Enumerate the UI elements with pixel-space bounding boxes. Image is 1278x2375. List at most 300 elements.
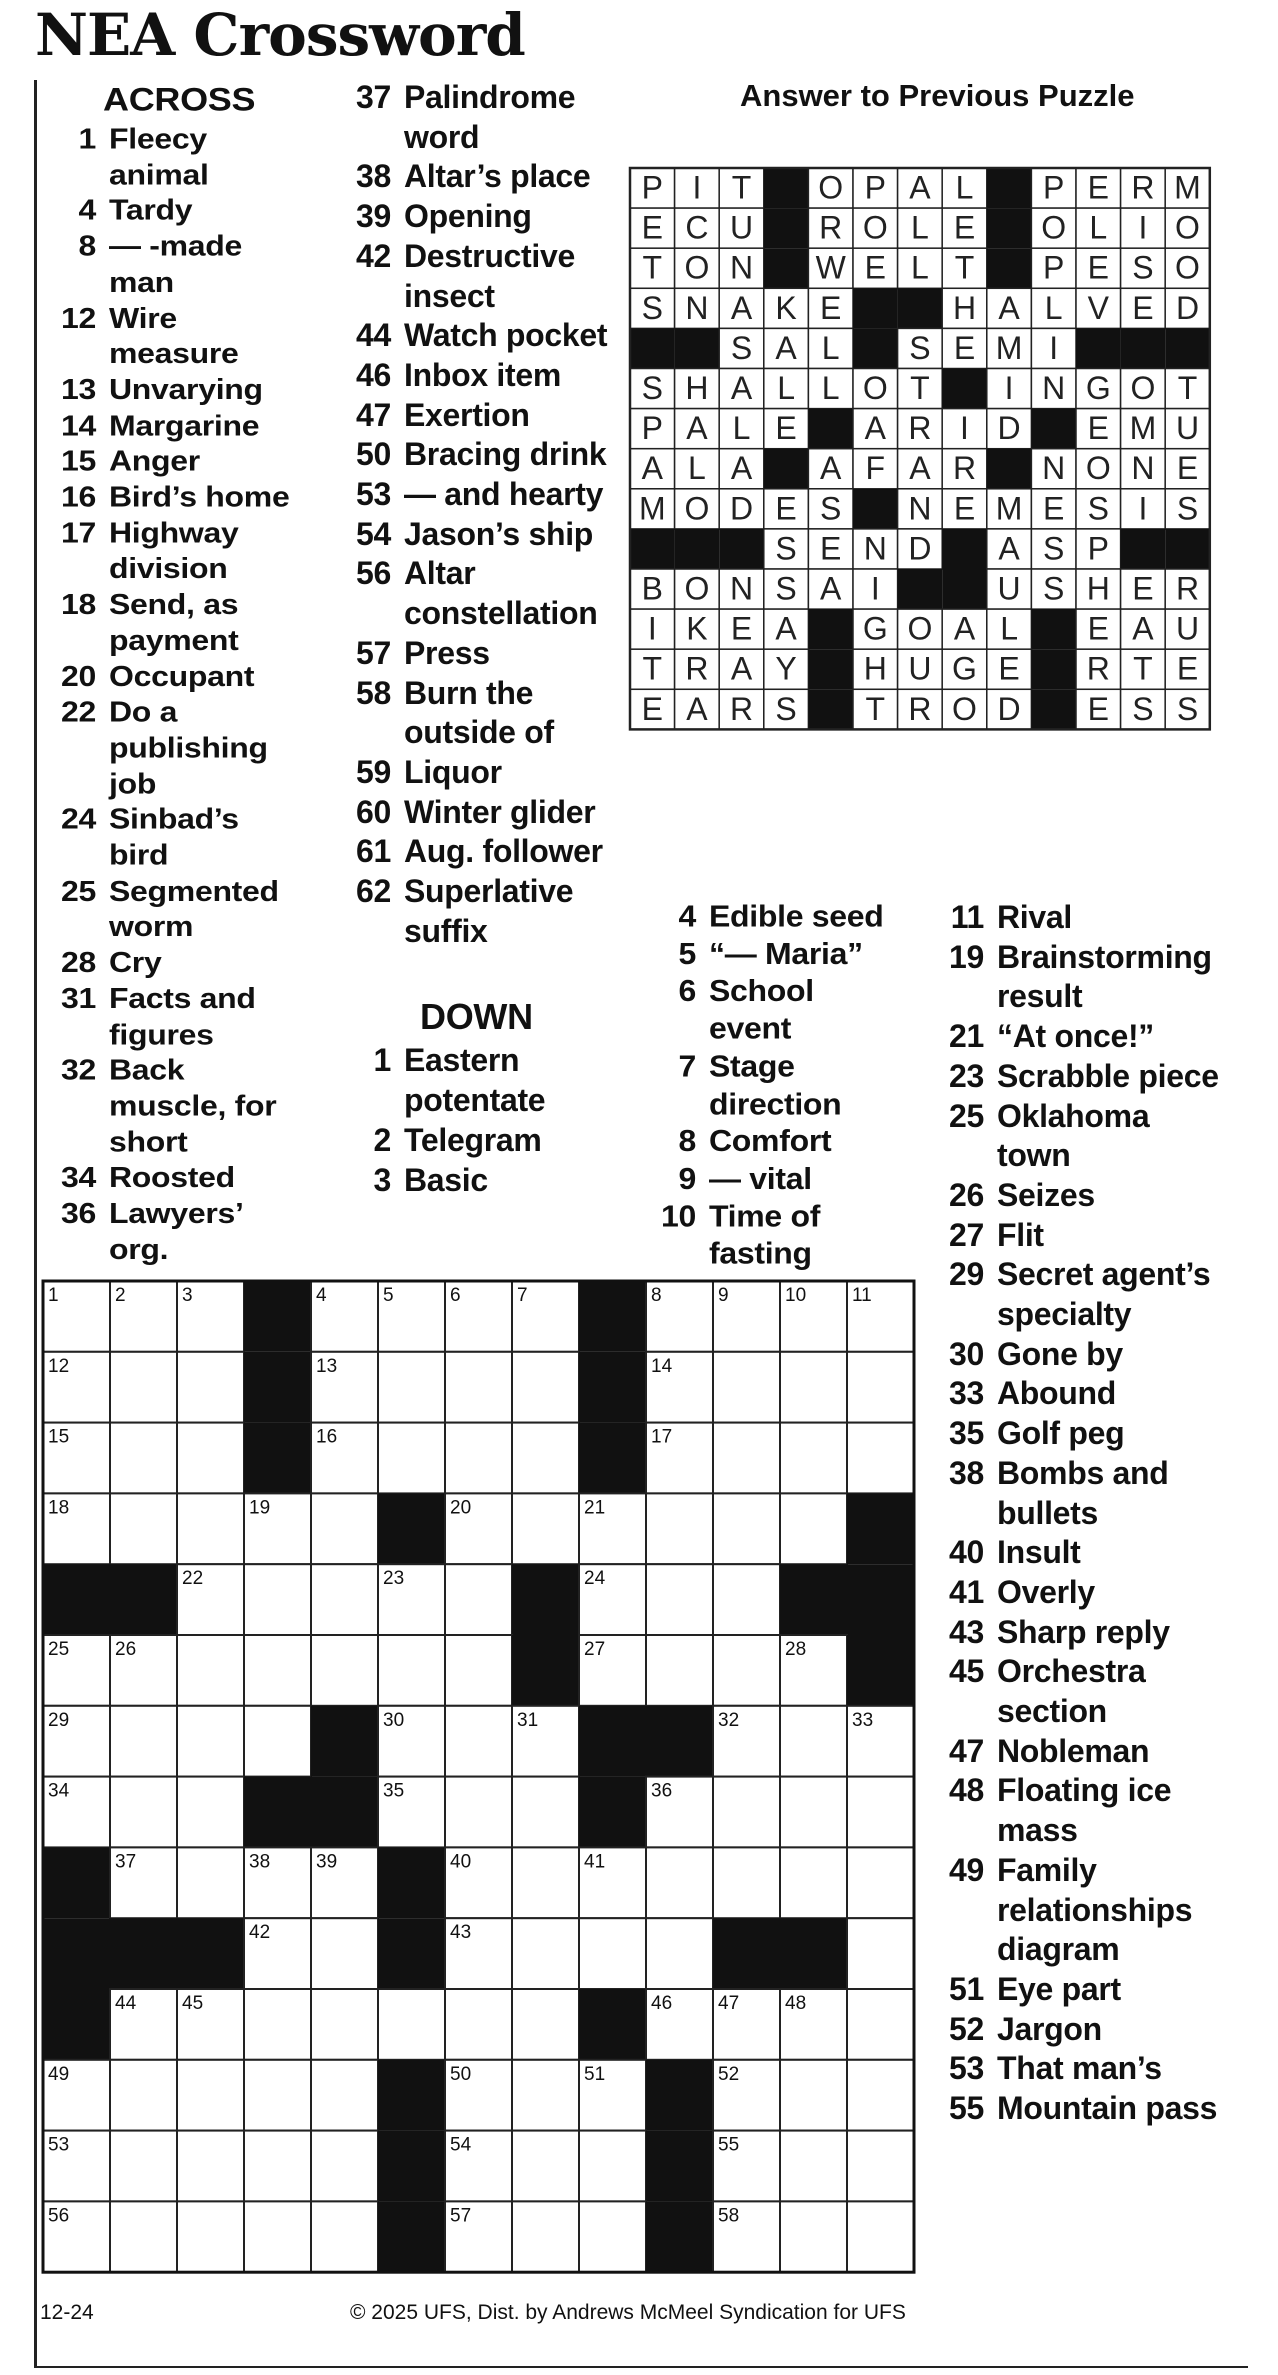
grid-cell[interactable] — [780, 1423, 847, 1494]
answer-letter: S — [1132, 249, 1154, 286]
answer-letter: O — [1175, 249, 1200, 286]
across-clue — [335, 753, 615, 793]
grid-cell[interactable] — [780, 2201, 847, 2272]
clue-number: 56 — [356, 555, 391, 592]
grid-cell[interactable] — [713, 1847, 780, 1918]
clue-text: Wire measure — [109, 301, 239, 370]
cell-number: 43 — [450, 1922, 472, 1944]
grid-cell[interactable] — [378, 1989, 445, 2060]
clue-number: 27 — [949, 1216, 984, 1253]
grid-cell[interactable] — [378, 1423, 445, 1494]
answer-letter: I — [870, 570, 880, 607]
grid-cell[interactable] — [512, 1777, 579, 1848]
answer-black-square — [1031, 689, 1076, 729]
black-square — [579, 1706, 646, 1777]
clue-number: 55 — [949, 2090, 984, 2127]
answer-black-square — [764, 168, 809, 208]
grid-cell[interactable] — [244, 1635, 311, 1706]
grid-cell[interactable] — [311, 1564, 378, 1635]
answer-letter: R — [952, 450, 977, 487]
down-clue — [928, 2049, 1223, 2089]
cell-number: 9 — [718, 1285, 729, 1306]
clue-number: 26 — [949, 1176, 984, 1213]
black-square — [713, 1918, 780, 1989]
grid-cell[interactable] — [311, 1635, 378, 1706]
clue-number: 46 — [356, 356, 391, 393]
answer-black-square — [898, 569, 943, 609]
clue-text: — -made man — [109, 229, 243, 298]
answer-letter: R — [819, 209, 843, 246]
black-square — [579, 1989, 646, 2060]
black-square — [579, 1777, 646, 1848]
black-square — [646, 1706, 713, 1777]
grid-cell[interactable] — [110, 2131, 177, 2202]
answer-letter: I — [1138, 490, 1148, 527]
answer-letter: G — [862, 610, 888, 647]
answer-letter: G — [952, 650, 977, 687]
grid-cell[interactable] — [713, 1423, 780, 1494]
grid-cell[interactable] — [646, 1564, 713, 1635]
grid-cell[interactable] — [177, 2060, 244, 2131]
grid-cell[interactable] — [713, 1777, 780, 1848]
answer-letter: E — [1087, 690, 1109, 727]
answer-letter: A — [641, 450, 663, 487]
answer-letter: R — [908, 690, 932, 727]
clue-number: 57 — [356, 634, 391, 671]
across-clue — [335, 634, 615, 674]
answer-letter: H — [863, 650, 887, 687]
clue-text: Telegram — [404, 1121, 542, 1158]
clue-number: 38 — [949, 1454, 984, 1491]
answer-letter: A — [953, 610, 976, 647]
grid-cell[interactable] — [445, 1423, 512, 1494]
across-clue — [40, 1196, 302, 1268]
black-square — [579, 1281, 646, 1352]
grid-cell[interactable] — [177, 1352, 244, 1423]
answer-black-square — [808, 649, 853, 689]
grid-cell[interactable] — [311, 1918, 378, 1989]
cell-number: 16 — [316, 1426, 338, 1448]
clue-text: Brainstorming result — [997, 938, 1212, 1015]
grid-cell[interactable] — [713, 1564, 780, 1635]
grid-cell[interactable] — [311, 1989, 378, 2060]
answer-black-square — [1165, 328, 1210, 368]
grid-cell[interactable] — [579, 2131, 646, 2202]
answer-letter: D — [729, 490, 754, 527]
clue-number: 40 — [949, 1534, 984, 1571]
grid-cell[interactable] — [512, 1493, 579, 1564]
grid-cell[interactable] — [177, 1777, 244, 1848]
clue-text: Eye part — [997, 1970, 1121, 2007]
clue-number: 10 — [661, 1198, 696, 1233]
cell-number: 25 — [48, 1639, 70, 1660]
clue-number: 23 — [949, 1057, 984, 1094]
answer-letter: E — [820, 530, 842, 567]
answer-letter: S — [1176, 690, 1199, 727]
answer-letter: S — [1043, 570, 1065, 607]
answer-letter: O — [1041, 209, 1067, 246]
clue-number: 62 — [356, 873, 391, 910]
clue-text: Tardy — [109, 193, 193, 227]
answer-black-square — [853, 328, 898, 368]
down-clue — [335, 1041, 615, 1120]
down-clue — [928, 1176, 1223, 1216]
grid-cell[interactable] — [378, 1635, 445, 1706]
answer-letter: F — [865, 450, 886, 487]
grid-cell[interactable] — [780, 1493, 847, 1564]
grid-cell[interactable] — [847, 2131, 914, 2202]
grid-cell[interactable] — [780, 1847, 847, 1918]
across-clue — [335, 793, 615, 833]
cell-number: 45 — [182, 1993, 204, 2014]
clue-number: 9 — [678, 1161, 696, 1196]
clue-number: 4 — [678, 898, 696, 933]
across-clue — [335, 554, 615, 633]
across-clue — [335, 356, 615, 396]
grid-cell[interactable] — [512, 2201, 579, 2272]
clue-number: 8 — [678, 1123, 696, 1158]
clue-text: Opening — [404, 198, 532, 235]
down-clue — [928, 1335, 1223, 1375]
grid-cell[interactable] — [445, 1352, 512, 1423]
grid-cell[interactable] — [445, 1989, 512, 2060]
answer-letter: E — [1132, 570, 1154, 607]
grid-cell[interactable] — [177, 2131, 244, 2202]
cell-number: 49 — [48, 2063, 70, 2085]
answer-letter: A — [820, 570, 842, 607]
answer-letter: A — [730, 289, 753, 326]
grid-cell[interactable] — [110, 1493, 177, 1564]
answer-black-square — [853, 288, 898, 328]
grid-cell[interactable] — [177, 1847, 244, 1918]
clue-text: Aug. follower — [404, 833, 603, 870]
left-divider — [34, 80, 37, 2368]
down-clue — [928, 1414, 1223, 1454]
grid-cell[interactable] — [713, 1493, 780, 1564]
answer-letter: T — [1177, 369, 1198, 406]
answer-letter: P — [641, 410, 663, 447]
clue-text: Floating ice mass — [997, 1772, 1172, 1849]
clue-text: Rival — [997, 899, 1072, 935]
answer-letter: E — [1176, 450, 1199, 487]
clue-text: “— Maria” — [709, 936, 863, 971]
black-square — [244, 1281, 311, 1352]
grid-cell[interactable] — [780, 1777, 847, 1848]
black-square — [43, 1918, 110, 1989]
answer-letter: R — [685, 650, 709, 687]
grid-cell[interactable] — [512, 2060, 579, 2131]
black-square — [512, 1635, 579, 1706]
down-heading: DOWN — [420, 996, 533, 1038]
clue-text: Facts and figures — [109, 981, 256, 1051]
cell-number: 35 — [383, 1780, 405, 1802]
black-square — [311, 1706, 378, 1777]
answer-letter: A — [998, 289, 1020, 326]
clue-text: Superlative suffix — [404, 873, 574, 949]
answer-letter: T — [910, 369, 930, 406]
down-clue — [928, 2010, 1223, 2050]
answer-letter: E — [1176, 650, 1199, 687]
grid-cell[interactable] — [780, 2131, 847, 2202]
answer-letter: E — [1087, 169, 1109, 206]
cell-number: 8 — [651, 1285, 662, 1306]
clue-text: Sharp reply — [997, 1613, 1170, 1650]
grid-cell[interactable] — [244, 1989, 311, 2060]
grid-cell[interactable] — [110, 1352, 177, 1423]
clue-number: 17 — [61, 516, 96, 549]
across-clue — [335, 872, 615, 951]
down-clue — [640, 898, 895, 936]
clue-text: — vital — [709, 1161, 812, 1196]
clue-number: 41 — [949, 1573, 984, 1610]
cell-number: 15 — [48, 1426, 70, 1448]
grid-cell[interactable] — [847, 2201, 914, 2272]
answer-letter: L — [688, 450, 706, 487]
clue-number: 15 — [61, 444, 96, 478]
answer-letter: S — [909, 329, 931, 366]
grid-cell[interactable] — [847, 1777, 914, 1848]
answer-letter: L — [955, 169, 974, 206]
grid-cell[interactable] — [177, 1493, 244, 1564]
answer-letter: N — [908, 490, 932, 527]
down-clue — [928, 1097, 1223, 1176]
answer-letter: S — [1043, 530, 1065, 567]
cell-number: 28 — [785, 1639, 807, 1660]
clue-number: 47 — [356, 396, 391, 433]
down-clue — [640, 1123, 895, 1161]
grid-cell[interactable] — [512, 2131, 579, 2202]
grid-cell[interactable] — [847, 1847, 914, 1918]
grid-cell[interactable] — [713, 1635, 780, 1706]
answer-black-square — [1031, 609, 1076, 649]
black-square — [780, 1564, 847, 1635]
answer-letter: L — [1089, 209, 1108, 246]
clue-number: 42 — [356, 237, 391, 274]
across-clue — [335, 237, 615, 316]
grid-cell[interactable] — [847, 1989, 914, 2060]
grid-cell[interactable] — [512, 1918, 579, 1989]
down-clue — [335, 1161, 615, 1201]
grid-cell[interactable] — [579, 1918, 646, 1989]
clue-number: 39 — [356, 198, 391, 235]
cell-number: 42 — [249, 1922, 271, 1944]
grid-cell[interactable] — [177, 1706, 244, 1777]
down-clue — [928, 1255, 1223, 1334]
clue-number: 33 — [949, 1375, 984, 1412]
answer-letter: D — [908, 530, 932, 567]
answer-letter: O — [862, 369, 888, 406]
down-clue — [640, 1048, 895, 1123]
grid-cell[interactable] — [378, 1352, 445, 1423]
across-clue — [40, 300, 302, 372]
black-square — [847, 1493, 914, 1564]
clue-text: Bombs and bullets — [997, 1454, 1169, 1531]
footer-copyright: © 2025 UFS, Dist. by Andrews McMeel Syndication for UFS — [350, 2301, 906, 2324]
answer-letter: L — [777, 369, 795, 406]
answer-letter: E — [1087, 410, 1109, 447]
answer-letter: E — [820, 289, 842, 326]
answer-letter: V — [1087, 289, 1109, 326]
grid-cell[interactable] — [713, 1352, 780, 1423]
answer-letter: T — [1133, 650, 1153, 687]
cell-number: 11 — [852, 1285, 872, 1306]
grid-cell[interactable] — [110, 2060, 177, 2131]
grid-cell[interactable] — [244, 2201, 311, 2272]
grid-cell[interactable] — [847, 2060, 914, 2131]
black-square — [244, 1352, 311, 1423]
answer-letter: N — [685, 289, 709, 326]
answer-letter: Y — [775, 650, 797, 687]
across-clue — [40, 444, 302, 480]
clue-text: Scrabble piece — [997, 1057, 1219, 1094]
grid-cell[interactable] — [780, 1706, 847, 1777]
clue-number: 32 — [61, 1053, 96, 1087]
clue-number: 44 — [356, 317, 391, 354]
grid-cell[interactable] — [847, 1423, 914, 1494]
cell-number: 17 — [651, 1426, 673, 1448]
grid-cell[interactable] — [512, 1423, 579, 1494]
grid-cell[interactable] — [177, 2201, 244, 2272]
grid-cell[interactable] — [512, 1352, 579, 1423]
clue-text: Family relationships diagram — [997, 1851, 1193, 1968]
grid-cell[interactable] — [445, 1777, 512, 1848]
grid-cell[interactable] — [646, 1918, 713, 1989]
answer-letter: O — [1130, 369, 1156, 406]
answer-letter: L — [1044, 289, 1063, 326]
answer-letter: E — [730, 610, 753, 647]
cell-number: 40 — [450, 1851, 472, 1873]
clue-text: Press — [404, 634, 490, 671]
cell-number: 22 — [182, 1568, 204, 1590]
cell-number: 29 — [48, 1709, 70, 1731]
answer-letter: C — [685, 209, 709, 246]
cell-number: 46 — [651, 1993, 673, 2014]
clue-number: 37 — [356, 79, 391, 115]
clue-number: 7 — [678, 1048, 696, 1083]
black-square — [378, 2060, 445, 2131]
grid-cell[interactable] — [445, 1564, 512, 1635]
clue-number: 2 — [373, 1121, 391, 1158]
answer-letter: L — [911, 249, 929, 286]
grid-cell[interactable] — [177, 1423, 244, 1494]
clue-number: 20 — [61, 659, 96, 692]
answer-letter: S — [1176, 490, 1199, 527]
grid-cell[interactable] — [244, 2060, 311, 2131]
grid-cell[interactable] — [847, 1352, 914, 1423]
grid-cell[interactable] — [244, 2131, 311, 2202]
clue-text: Altar’s place — [404, 158, 591, 195]
black-square — [847, 1635, 914, 1706]
grid-cell[interactable] — [244, 1564, 311, 1635]
grid-cell[interactable] — [110, 2201, 177, 2272]
clue-number: 1 — [78, 122, 96, 155]
across-clue — [40, 802, 302, 874]
grid-cell[interactable] — [445, 1635, 512, 1706]
clue-text: Winter glider — [404, 793, 596, 830]
clue-number: 35 — [949, 1415, 984, 1452]
bottom-divider — [35, 2366, 1248, 2368]
grid-cell[interactable] — [110, 1706, 177, 1777]
answer-letter: A — [775, 329, 797, 366]
across-clue — [335, 157, 615, 197]
clue-number: 18 — [61, 587, 96, 621]
grid-cell[interactable] — [311, 2060, 378, 2131]
black-square — [244, 1777, 311, 1848]
grid-cell[interactable] — [780, 1352, 847, 1423]
black-square — [43, 1847, 110, 1918]
cell-number: 10 — [785, 1285, 807, 1306]
grid-cell[interactable] — [780, 2060, 847, 2131]
down-clue — [928, 1573, 1223, 1613]
clue-text: Gone by — [997, 1335, 1123, 1372]
cell-number: 32 — [718, 1709, 740, 1731]
clue-number: 34 — [61, 1160, 96, 1194]
down-clue — [928, 1374, 1223, 1414]
grid-cell[interactable] — [311, 2201, 378, 2272]
answer-letter: E — [953, 209, 976, 246]
answer-letter: U — [1175, 410, 1200, 447]
clue-number: 52 — [949, 2010, 984, 2047]
grid-cell[interactable] — [646, 1493, 713, 1564]
answer-letter: S — [775, 530, 797, 567]
grid-cell[interactable] — [646, 1847, 713, 1918]
grid-cell[interactable] — [177, 1635, 244, 1706]
cell-number: 19 — [249, 1497, 271, 1519]
cell-number: 41 — [584, 1851, 606, 1873]
grid-cell[interactable] — [445, 1706, 512, 1777]
answer-black-square — [898, 288, 943, 328]
grid-cell[interactable] — [110, 1777, 177, 1848]
clue-number: 60 — [356, 793, 391, 830]
grid-cell[interactable] — [512, 1847, 579, 1918]
grid-cell[interactable] — [110, 1423, 177, 1494]
down-clue — [928, 1970, 1223, 2010]
answer-letter: A — [909, 169, 931, 206]
grid-cell[interactable] — [311, 1493, 378, 1564]
answer-letter: D — [997, 410, 1021, 447]
grid-cell[interactable] — [311, 2131, 378, 2202]
answer-letter: O — [684, 570, 710, 607]
clue-text: Seizes — [997, 1176, 1095, 1213]
clue-text: Margarine — [109, 408, 260, 442]
answer-letter: P — [641, 169, 663, 206]
cell-number: 48 — [785, 1993, 807, 2014]
across-clue — [335, 435, 615, 475]
grid-cell[interactable] — [847, 1918, 914, 1989]
down-clue — [928, 1057, 1223, 1097]
clue-text: Jargon — [997, 2010, 1102, 2047]
down-clue — [928, 1652, 1223, 1731]
answer-letter: U — [997, 570, 1021, 607]
grid-cell[interactable] — [244, 1706, 311, 1777]
clue-text: Comfort — [709, 1123, 832, 1158]
black-square — [780, 1918, 847, 1989]
answer-black-square — [808, 409, 853, 449]
answer-letter: K — [686, 610, 708, 647]
across-clue — [40, 981, 302, 1053]
black-square — [244, 1423, 311, 1494]
grid-cell[interactable] — [646, 1635, 713, 1706]
answer-letter: N — [1042, 450, 1066, 487]
cell-number: 2 — [115, 1285, 126, 1306]
answer-letter: A — [1132, 610, 1154, 647]
grid-cell[interactable] — [579, 2201, 646, 2272]
down-clue — [928, 1017, 1223, 1057]
clue-text: Edible seed — [709, 898, 884, 933]
clue-text: Oklahoma town — [997, 1097, 1150, 1174]
answer-black-square — [630, 529, 675, 569]
grid-cell[interactable] — [512, 1989, 579, 2060]
